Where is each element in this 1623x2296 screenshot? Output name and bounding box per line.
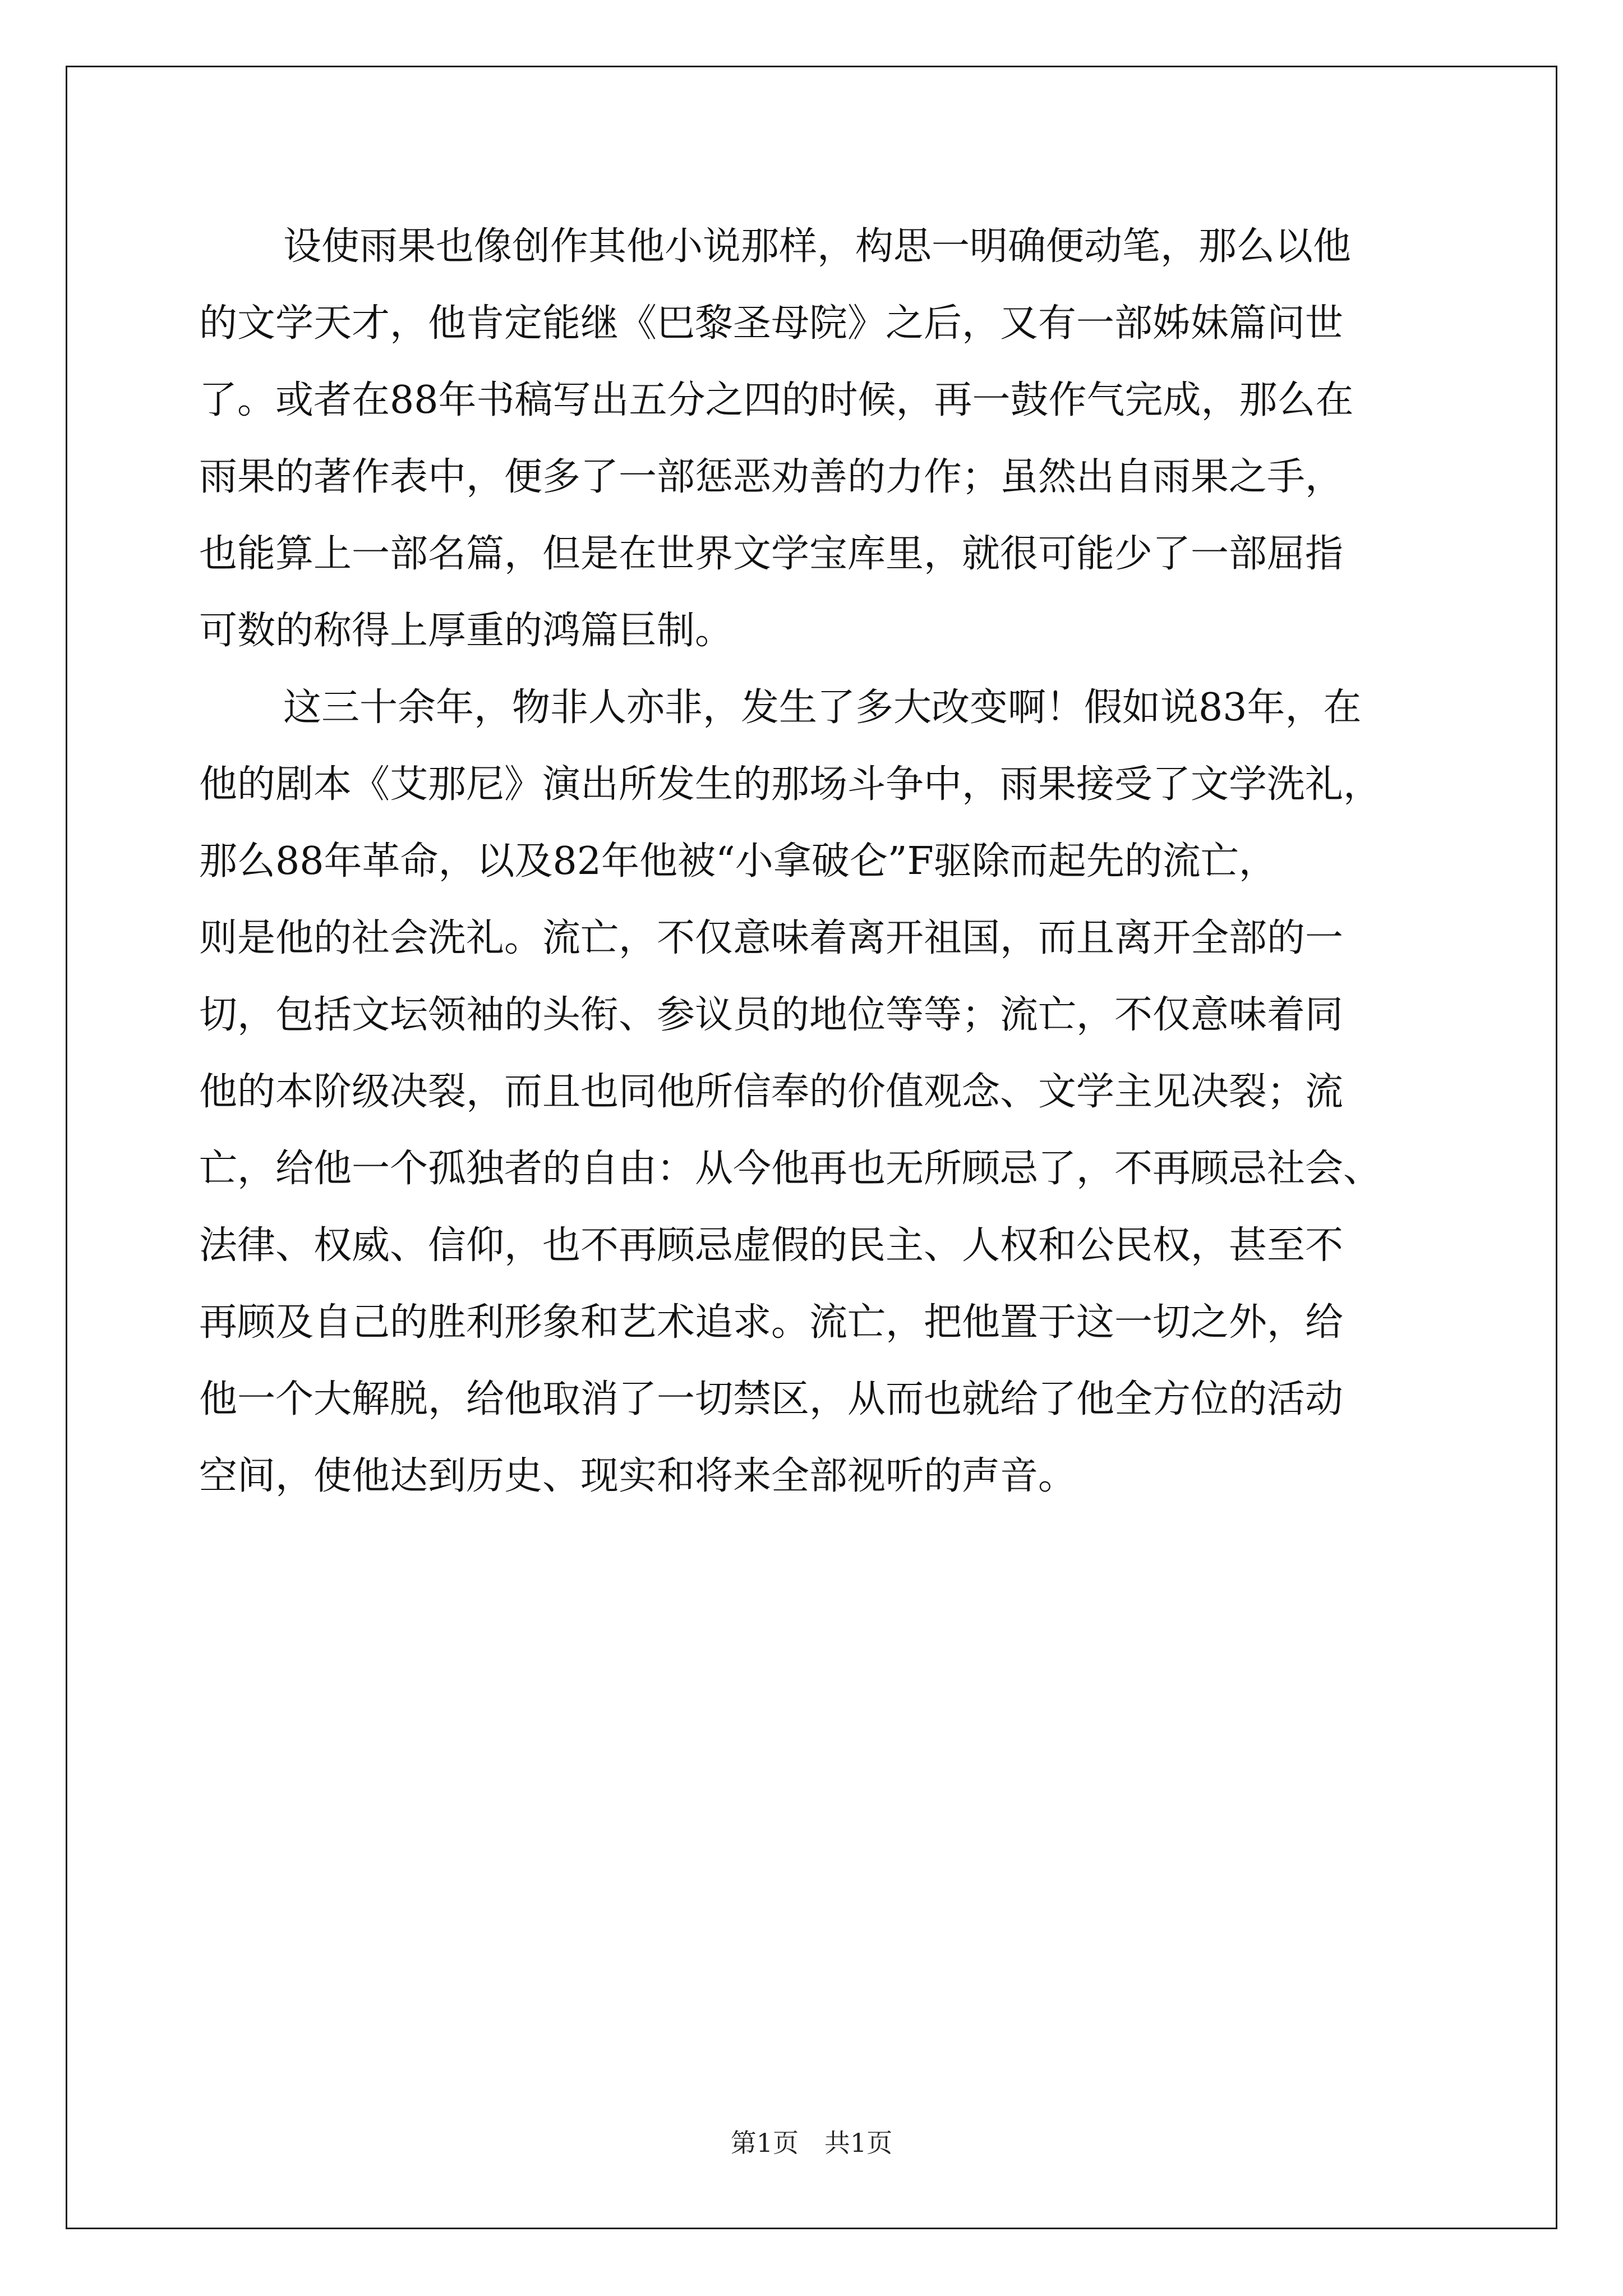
text-line: 雨果的著作表中，便多了一部惩恶劝善的力作；虽然出自雨果之手， — [199, 455, 1344, 499]
page-number-footer: 第1页 共1页 — [730, 2128, 893, 2158]
text-line: 那么88年革命，以及82年他被“小拿破仑”F驱除而起先的流亡， — [199, 839, 1277, 884]
text-line: 亡，给他一个孤独者的自由：从今他再也无所顾忌了，不再顾忌社会、 — [199, 1147, 1382, 1191]
text-line: 了。或者在88年书稿写出五分之四的时候，再一鼓作气完成，那么在 — [199, 378, 1354, 422]
text-line: 他一个大解脱，给他取消了一切禁区，从而也就给了他全方位的活动 — [199, 1377, 1344, 1421]
text-line: 这三十余年，物非人亦非，发生了多大改变啊！假如说83年，在 — [283, 685, 1362, 730]
text-line: 设使雨果也像创作其他小说那样，构思一明确便动笔，那么以他 — [283, 224, 1352, 269]
text-line: 则是他的社会洗礼。流亡，不仅意味着离开祖国，而且离开全部的一 — [199, 916, 1344, 960]
text-line: 空间，使他达到历史、现实和将来全部视听的声音。 — [199, 1454, 1077, 1498]
text-line: 再顾及自己的胜利形象和艺术追求。流亡，把他置于这一切之外，给 — [199, 1300, 1344, 1345]
text-line: 他的本阶级决裂，而且也同他所信奉的价值观念、文学主见决裂；流 — [199, 1070, 1344, 1114]
text-line: 法律、权威、信仰，也不再顾忌虚假的民主、人权和公民权，甚至不 — [199, 1223, 1344, 1268]
text-line: 他的剧本《艾那尼》演出所发生的那场斗争中，雨果接受了文学洗礼， — [199, 762, 1382, 807]
text-line: 切，包括文坛领袖的头衔、参议员的地位等等；流亡，不仅意味着同 — [199, 993, 1344, 1037]
text-line: 的文学天才，他肯定能继《巴黎圣母院》之后，又有一部姊妹篇问世 — [199, 301, 1344, 346]
text-line: 可数的称得上厚重的鸿篇巨制。 — [199, 609, 734, 653]
text-line: 也能算上一部名篇，但是在世界文学宝库里，就很可能少了一部屈指 — [199, 532, 1344, 576]
